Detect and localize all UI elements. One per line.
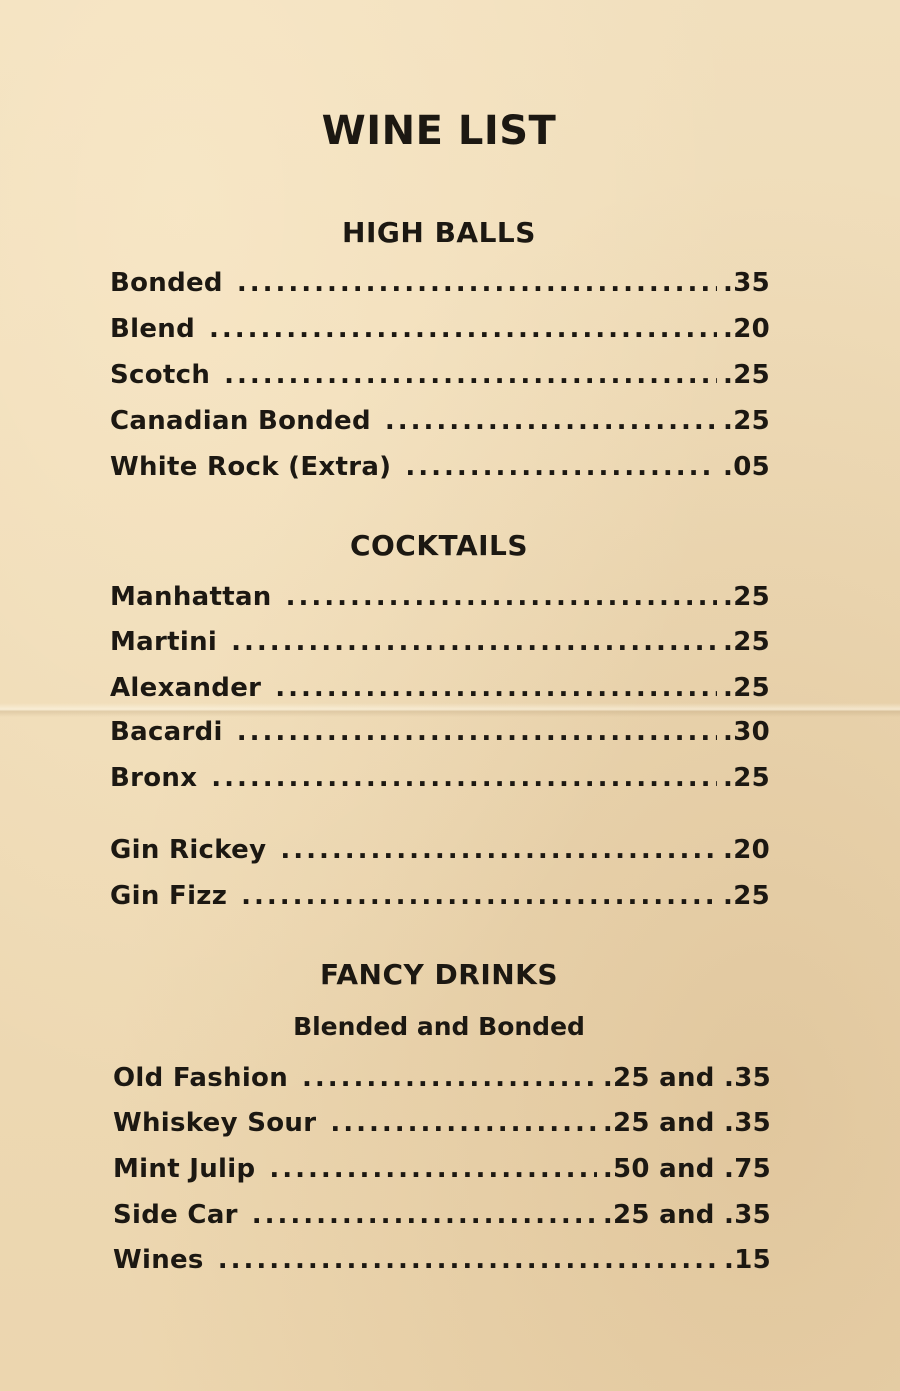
dot-leader [241, 881, 717, 911]
dot-leader [237, 717, 717, 747]
item-price: .05 [723, 452, 770, 482]
dot-leader [231, 627, 717, 657]
dot-leader [218, 1245, 718, 1275]
menu-item [113, 1200, 771, 1234]
menu-item [110, 627, 770, 661]
dot-leader [211, 763, 717, 793]
item-name: Whiskey Sour [113, 1108, 317, 1138]
item-name: Martini [110, 627, 218, 657]
dot-leader [405, 452, 717, 482]
menu-item [110, 314, 770, 348]
item-name: Bacardi [110, 717, 223, 747]
menu-item [110, 881, 770, 915]
section-heading-fancy-drinks: FANCY DRINKS [319, 958, 559, 991]
item-price: .25 and .35 [602, 1108, 771, 1138]
dot-leader [209, 314, 717, 344]
item-price: .25 [723, 763, 770, 793]
dot-leader [302, 1063, 597, 1093]
menu-item [110, 835, 770, 869]
item-price: .25 [723, 406, 770, 436]
item-price: .25 and .35 [602, 1200, 771, 1230]
dot-leader [385, 406, 717, 436]
item-price: .35 [723, 268, 770, 298]
item-name: Gin Rickey [110, 835, 267, 865]
dot-leader [275, 673, 717, 703]
item-price: .50 and .75 [602, 1154, 771, 1184]
dot-leader [280, 835, 717, 865]
item-name: Side Car [113, 1200, 238, 1230]
item-name: Alexander [110, 673, 262, 703]
dot-leader [224, 360, 717, 390]
menu-item [110, 717, 770, 751]
menu-item [110, 763, 770, 797]
menu-item [110, 268, 770, 302]
item-name: Bronx [110, 763, 198, 793]
item-name: Bonded [110, 268, 223, 298]
item-name: Mint Julip [113, 1154, 256, 1184]
menu-item [113, 1154, 771, 1188]
item-price: .20 [723, 835, 770, 865]
menu-item [110, 360, 770, 394]
dot-leader [252, 1200, 597, 1230]
item-price: .30 [723, 717, 770, 747]
menu-item [110, 673, 770, 707]
item-price: .25 [723, 673, 770, 703]
item-price: .25 [723, 360, 770, 390]
menu-item [113, 1245, 771, 1279]
item-price: .25 [723, 582, 770, 612]
item-name: Wines [113, 1245, 204, 1275]
item-price: .25 [723, 627, 770, 657]
item-name: White Rock (Extra) [110, 452, 392, 482]
dot-leader [286, 582, 717, 612]
menu-item [110, 406, 770, 440]
section-heading-high-balls: HIGH BALLS [342, 216, 536, 249]
dot-leader [269, 1154, 596, 1184]
menu-item [113, 1063, 771, 1097]
section-heading-cocktails: COCKTAILS [349, 529, 529, 562]
page-title: WINE LIST [321, 108, 557, 154]
item-name: Blend [110, 314, 195, 344]
dot-leader [330, 1108, 596, 1138]
item-name: Canadian Bonded [110, 406, 371, 436]
item-price: .25 [723, 881, 770, 911]
item-price: .15 [724, 1245, 771, 1275]
item-price: .25 and .35 [602, 1063, 771, 1093]
menu-item [113, 1108, 771, 1142]
menu-item [110, 582, 770, 616]
item-name: Scotch [110, 360, 211, 390]
item-name: Gin Fizz [110, 881, 228, 911]
item-name: Old Fashion [113, 1063, 289, 1093]
section-subheading: Blended and Bonded [293, 1012, 585, 1041]
dot-leader [237, 268, 717, 298]
item-price: .20 [723, 314, 770, 344]
item-name: Manhattan [110, 582, 272, 612]
menu-item [110, 452, 770, 486]
